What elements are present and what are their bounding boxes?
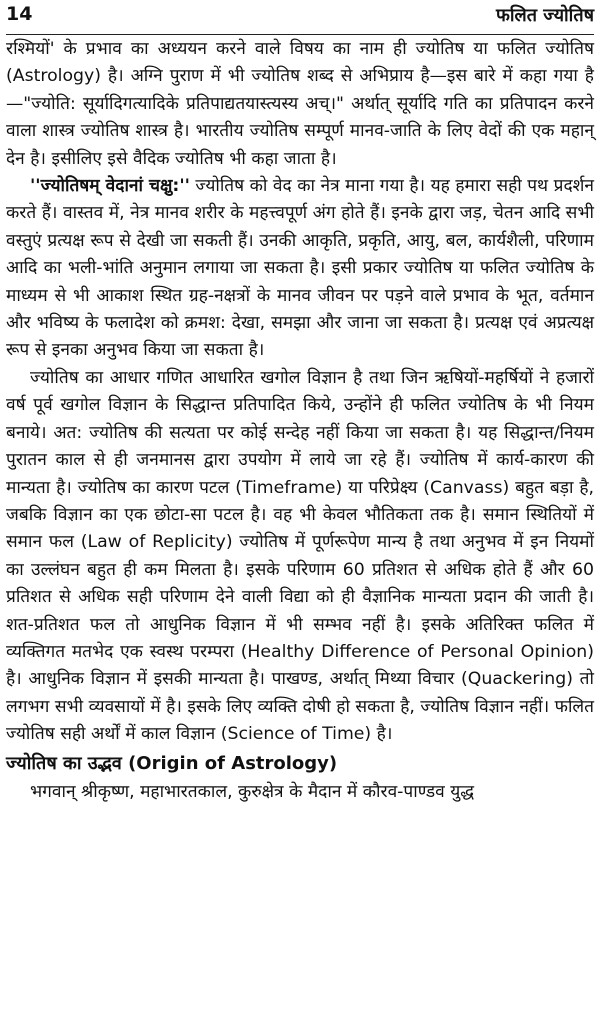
section-heading: ज्योतिष का उद्भव (Origin of Astrology)	[6, 752, 338, 774]
paragraph-1: रश्मियों' के प्रभाव का अध्ययन करने वाले विषय का नाम ही ज्योतिष या फलित ज्योतिष (Astrology) है। अग्नि पुराण में भी ज्योतिष शब्द से अभिप्राय है—इस बारे में कहा गया है—"ज्योति: सूर्यादिगत्यादिके प्रतिपाद्यतयास्त्यस्य अच्।" अर्थात् सूर्यादि गति का प्रतिपादन करने वाला शास्त्र ज्योतिष शास्त्र है। भारतीय ज्योतिष सम्पूर्ण मानव-जाति के लिए वेदों की एक महान् देन है। इसीलिए इसे वैदिक ज्योतिष भी कहा जाता है।	[6, 39, 594, 169]
paragraph-2-text: ज्योतिष को वेद का नेत्र माना गया है। यह हमारा सही पथ प्रदर्शन करते हैं। वास्तव में, नेत्र मानव शरीर के महत्त्वपूर्ण अंग होते हैं। इनके द्वारा जड़, चेतन आदि सभी वस्तुएं प्रत्यक्ष रूप से देखी जा सकती हैं। उनकी आकृति, प्रकृति, आयु, बल, कार्यशैली, परिणाम आदि का भली-भांति अनुमान लगाया जा सकता है। इसी प्रकार ज्योतिष या फलित ज्योतिष के माध्यम से भी आकाश स्थित ग्रह-नक्षत्रों के मानव जीवन पर पड़ने वाले प्रभाव के भूत, वर्तमान और भविष्य के फलादेश को क्रमश: देखा, समझा और जाना जा सकता है। प्रत्यक्ष एवं अप्रत्यक्ष रूप से इनका अनुभव किया जा सकता है।	[6, 176, 594, 361]
paragraph-2	[6, 173, 594, 365]
page-number: 14	[6, 3, 33, 25]
running-title: फलित ज्योतिष	[496, 5, 594, 26]
paragraph-4: भगवान् श्रीकृष्ण, महाभारतकाल, कुरुक्षेत्र के मैदान में कौरव-पाण्डव युद्ध	[30, 781, 475, 802]
sanskrit-quote: ''ज्योतिषम् वेदानां चक्षु:''	[30, 176, 190, 197]
paragraph-3: ज्योतिष का आधार गणित आधारित खगोल विज्ञान है तथा जिन ऋषियों-महर्षियों ने हजारों वर्ष पूर्व खगोल विज्ञान के सिद्धान्त प्रतिपादित किये, उन्होंने ही फलित ज्योतिष के भी नियम बनाये। अत: ज्योतिष की सत्यता पर कोई सन्देह नहीं किया जा सकता है। यह सिद्धान्त/नियम पुरातन काल से ही जनमानस द्वारा उपयोग में लाये जा रहे हैं। ज्योतिष में कार्य-कारण की मान्यता है। ज्योतिष का कारण पटल (Timeframe) या परिप्रेक्ष्य (Canvass) बहुत बड़ा है, जबकि विज्ञान का एक छोटा-सा पटल है। वह भी केवल भौतिकता तक है। समान स्थितियों में समान फल (Law of Replicity) ज्योतिष में पूर्णरूपेण मान्य है तथा अनुभव में इन नियमों का उल्लंघन बहुत ही कम मिलता है। इसके परिणाम 60 प्रतिशत से अधिक होते हैं और 60 प्रतिशत से अधिक सही परिणाम देने वाली विद्या को ही वैज्ञानिक मान्यता प्रदान की जाती है। शत-प्रतिशत फल तो आधुनिक विज्ञान में भी सम्भव नहीं है। इसके अतिरिक्त फलित में व्यक्तिगत मतभेद एक स्वस्थ परम्परा (Healthy Difference of Personal Opinion) है। आधुनिक विज्ञान में इसकी मान्यता है। पाखण्ड, अर्थात् मिथ्या विचार (Quackering) तो लगभग सभी व्यवसायों में है। इसके लिए व्यक्ति दोषी हो सकता है, ज्योतिष विज्ञान नहीं। फलित ज्योतिष सही अर्थों में काल विज्ञान (Science of Time) है।	[6, 367, 594, 745]
page-body	[6, 35, 594, 806]
page-header	[6, 0, 594, 35]
book-page	[6, 0, 594, 1026]
